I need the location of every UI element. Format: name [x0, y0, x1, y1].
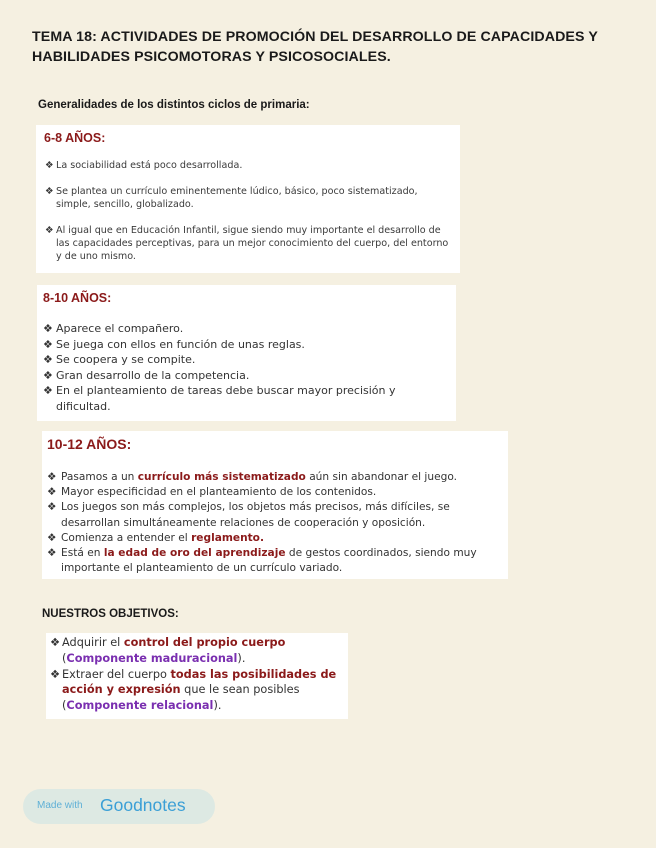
- list-item: ❖ Extraer del cuerpo todas las posibilidades de acción y expresión que le sean posibles (Componente relacional).: [50, 667, 337, 713]
- diamond-bullet-icon: ❖: [43, 368, 53, 382]
- diamond-bullet-icon: ❖: [50, 667, 61, 681]
- list-item: ❖ Se plantea un currículo eminentemente lúdico, básico, poco sistematizado, simple, sencillo, globalizado.: [45, 186, 418, 210]
- diamond-bullet-icon: ❖: [43, 384, 53, 398]
- diamond-bullet-icon: ❖: [50, 636, 61, 649]
- list-item: ❖ Comienza a entender el reglamento.: [47, 531, 505, 546]
- diamond-bullet-icon: ❖: [47, 547, 57, 560]
- cycle-card-10-12: [42, 431, 508, 579]
- list-item: ❖ Pasamos a un currículo más sistematizado aún sin abandonar el juego.: [47, 470, 505, 485]
- diamond-bullet-icon: ❖: [45, 186, 54, 197]
- list-item: ❖ Se coopera y se compite.: [43, 353, 196, 367]
- objectives-card: [46, 633, 348, 719]
- diamond-bullet-icon: ❖: [47, 471, 57, 483]
- list-item: ❖ Al igual que en Educación Infantil, sigue siendo muy importante el desarrollo de las capacidades perceptivas, para un mejor conocimiento del cuerpo, del entorno y de uno mismo.: [45, 225, 449, 262]
- diamond-bullet-icon: ❖: [47, 486, 57, 499]
- diamond-bullet-icon: ❖: [47, 501, 57, 514]
- diamond-bullet-icon: ❖: [43, 322, 53, 335]
- objectives-heading: NUESTROS OBJETIVOS:: [42, 608, 179, 620]
- badge-brand-logo: Goodnotes: [100, 795, 186, 815]
- list-item: ❖ En el planteamiento de tareas debe buscar mayor precisión y dificultad.: [43, 384, 396, 413]
- goodnotes-badge[interactable]: [23, 789, 215, 824]
- cycle-title: 10-12 AÑOS:: [47, 436, 132, 452]
- cycle-card-8-10: [37, 285, 456, 421]
- page-title: TEMA 18: ACTIVIDADES DE PROMOCIÓN DEL DESARROLLO DE CAPACIDADES Y HABILIDADES PSICOMOTORAS Y PSICOSOCIALES.: [32, 29, 598, 65]
- objectives-list: [50, 635, 346, 714]
- diamond-bullet-icon: ❖: [43, 353, 53, 367]
- cycle-list: [43, 321, 453, 415]
- cycle-title: 6-8 AÑOS:: [44, 131, 106, 145]
- list-item: ❖ Los juegos son más complejos, los objetos más precisos, más difíciles, se desarrollan simultáneamente relaciones de cooperación y oposición.: [47, 501, 450, 529]
- diamond-bullet-icon: ❖: [45, 225, 54, 236]
- cycle-title: 8-10 AÑOS:: [43, 291, 112, 305]
- cycle-list: [47, 470, 505, 576]
- diamond-bullet-icon: ❖: [47, 531, 57, 544]
- list-item: ❖ Adquirir el control del propio cuerpo (Componente maduracional).: [50, 636, 286, 665]
- list-item: ❖ La sociabilidad está poco desarrollada.: [45, 160, 243, 171]
- list-item: ❖ Aparece el compañero.: [43, 322, 184, 335]
- badge-made-with: Made with: [37, 800, 83, 811]
- cycle-card-6-8: [36, 125, 460, 273]
- list-item: ❖ Mayor especificidad en el planteamiento de los contenidos.: [47, 485, 505, 500]
- diamond-bullet-icon: ❖: [43, 337, 53, 351]
- cycle-list: [45, 159, 455, 276]
- list-item: ❖ Está en la edad de oro del aprendizaje de gestos coordinados, siendo muy importante el planteamiento de un currículo variado.: [47, 547, 477, 575]
- list-item: ❖ Gran desarrollo de la competencia.: [43, 368, 250, 382]
- list-item: ❖ Se juega con ellos en función de unas reglas.: [43, 337, 305, 351]
- section-subheading: Generalidades de los distintos ciclos de primaria:: [38, 99, 310, 111]
- diamond-bullet-icon: ❖: [45, 160, 54, 171]
